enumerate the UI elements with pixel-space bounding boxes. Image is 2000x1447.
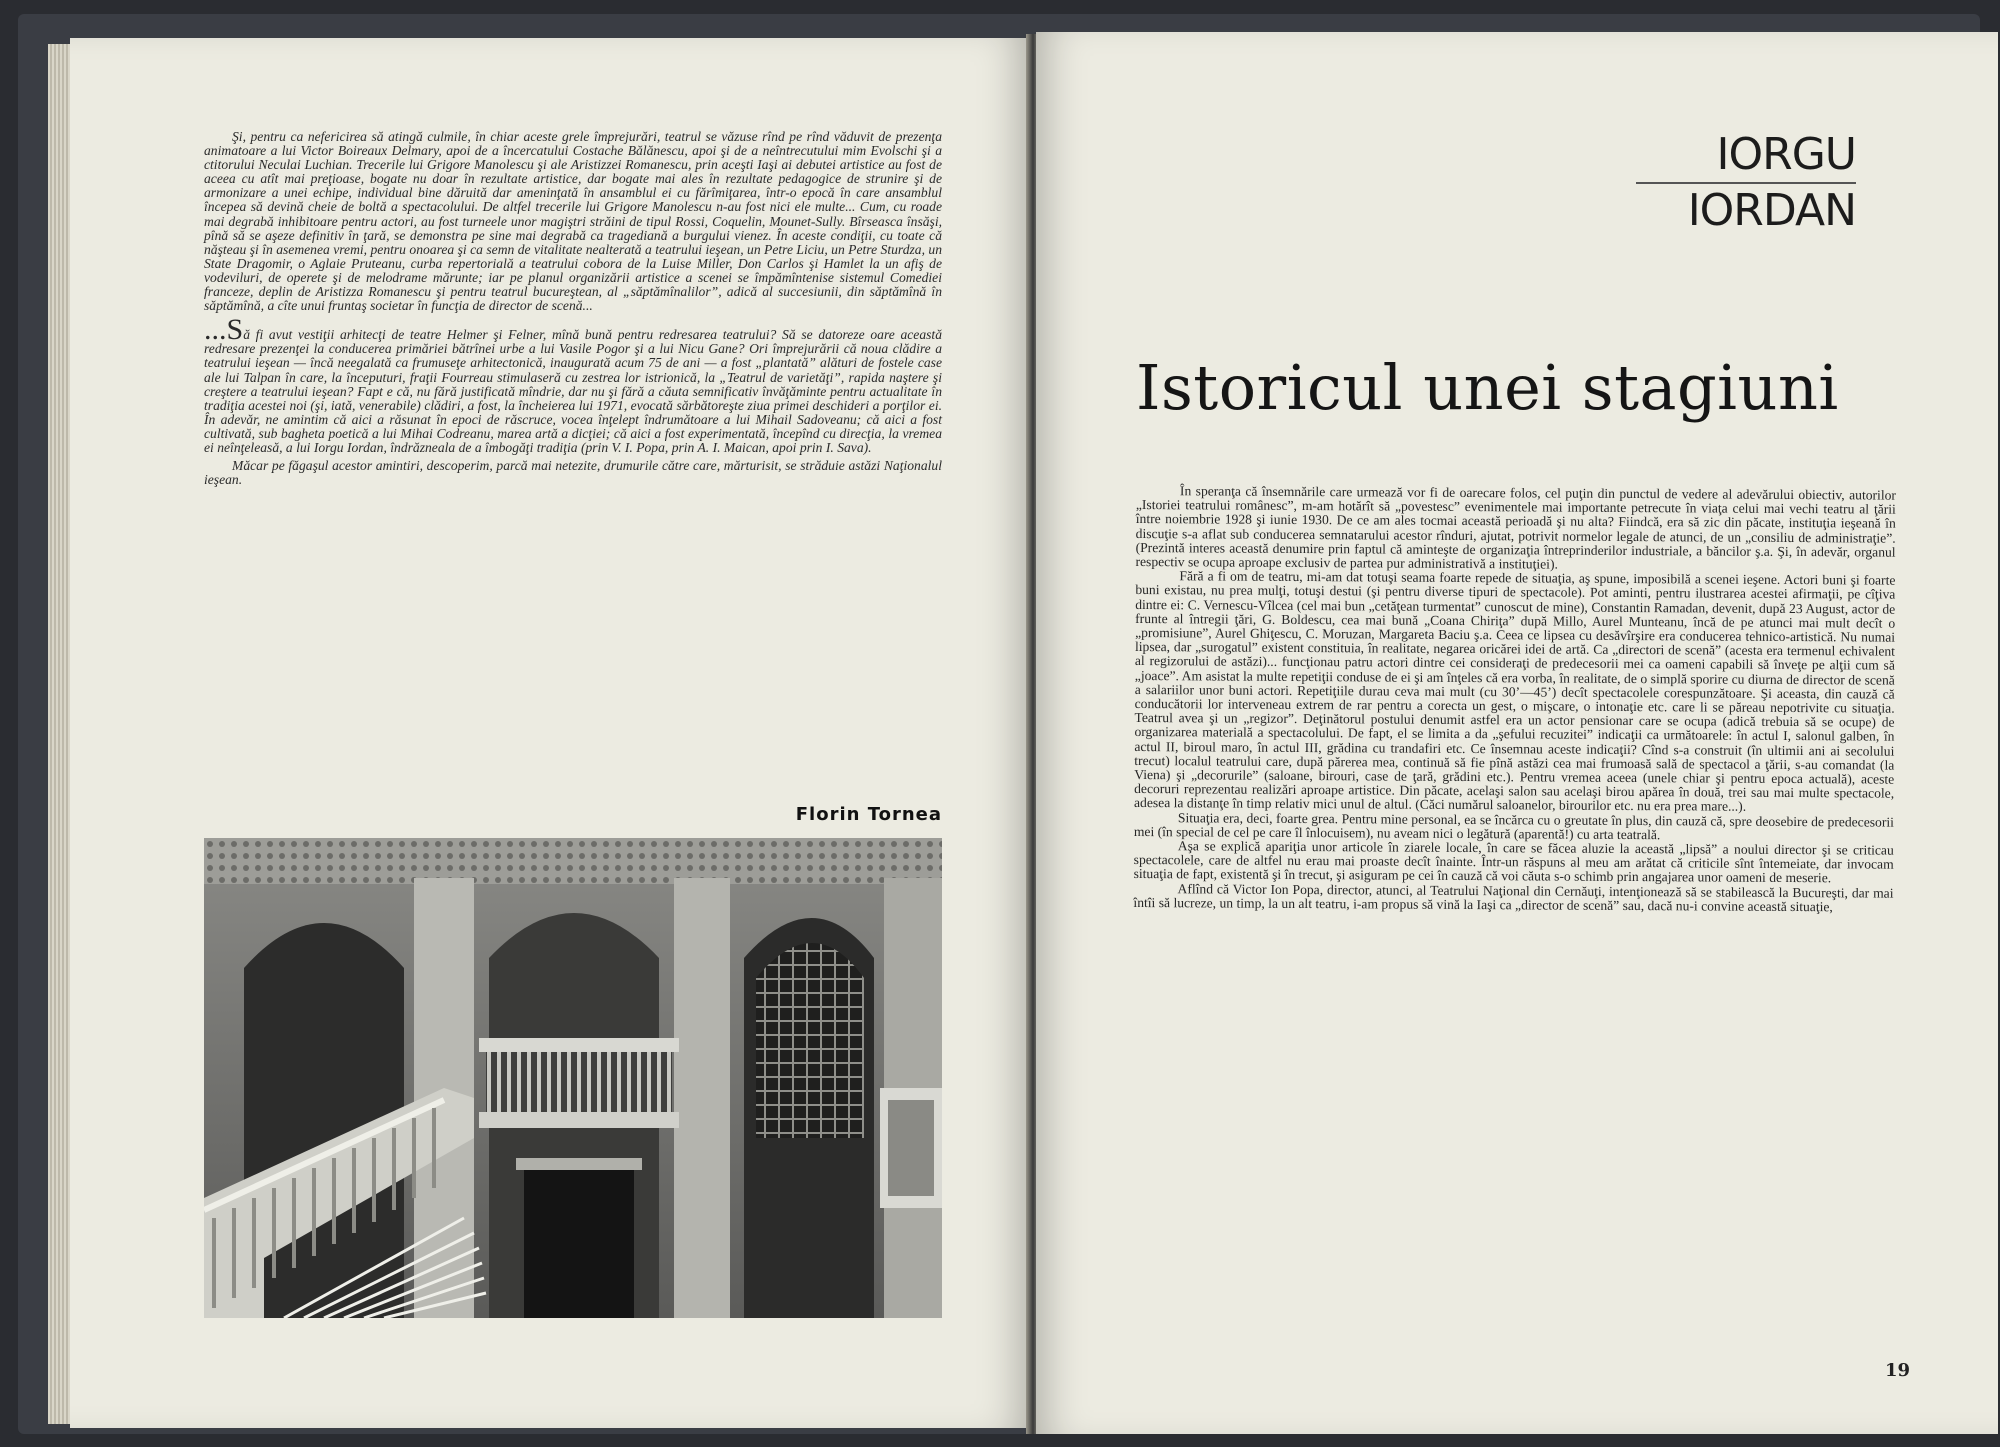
left-text-column xyxy=(204,130,942,491)
left-page xyxy=(70,38,1028,1428)
dropcap-letter: ...S xyxy=(204,313,244,347)
author-name xyxy=(1596,128,1856,238)
right-paragraph-4: Aşa se explică apariţia unor articole în ziarele locale, în care se făcea aluzie la această „lipsă” a noului director şi se criticau spectacolele, care de altfel nu erau mai proaste decît înainte. Într-un răspuns al meu am arătat că criticile sînt întemeiate, dar invocam situaţia de fapt, existentă şi în trecut, şi asiguram pe cei în cauză că voi căuta s-o schimb prin angajarea unor oameni de meserie. xyxy=(1133,838,1894,886)
author-first-name: IORGU xyxy=(1716,129,1856,180)
right-paragraph-5: Aflînd că Victor Ion Popa, director, atunci, al Teatrului Naţional din Cernăuţi, intenţionează să se stabilească la Bucureşti, dar mai întîi să lucreze, un timp, la un alt teatru, i-am propus să vină la Iaşi ca „director de scenă” sau, dacă nu-i convine această situaţie, xyxy=(1133,880,1894,915)
open-book xyxy=(18,14,1980,1434)
left-paragraph-2 xyxy=(204,313,942,455)
right-paragraph-2: Fără a fi om de teatru, mi-am dat totuşi seama foarte repede de situaţia, aş spune, imposibilă a scenei ieşene. Actori buni şi foarte buni existau, nu prea mulţi, totuşi destui (şi pentru diverse tipuri de spectacole). Pot aminti, pentru ilustrarea acestei afirmaţii, pe cîţiva dintre ei: C. Vernescu-Vîlcea (cel mai bun „cetăţean turmentat” cunoscut de mine), Constantin Ramadan, devenit, după 23 August, actor de frunte al întregii ţări, G. Boldescu, cea mai bună „Coana Chiriţa” după Millo, Aurel Munteanu, încă de pe atunci mai mult decît o „promisiune”, Aurel Ghiţescu, C. Moruzan, Margareta Baciu ş.a. Ceea ce lipsea cu desăvîrşire era conducerea tehnico-artistică. Nu numai lipsea, dar „surogatul” existent constituia, în realitate, negarea oricărei idei de artă. Ca „directori de scenă” (acesta era termenul echivalent al regizorului de astăzi)... funcţionau patru actori dintre cei consideraţi de predecesorii mei ca oameni capabili să înveţe pe alţii cum să „joace”. Am asistat la multe repetiţii conduse de ei şi am înţeles că era vorba, în realitate, de o simplă sporire cu diurna de director de scenă a salariilor unor buni actori. Repetiţiile durau ceva mai mult (cu 30’—45’) decît spectacolele corespunzătoare. Şi aceasta, din cauză că conducătorii lor interveneau extrem de rar pentru a corecta un gest, o mişcare, o intonaţie etc. care li se păreau nepotrivite cu situaţia. Teatrul avea şi un „regizor”. Deţinătorul postului denumit astfel era un actor pensionar care se ocupa (adică trebuia să se ocupe) de organizarea materială a spectacolului. De fapt, el se limita a da „şefului recuzitei” indicaţii ca următoarele: în actul I, salonul galben, în actul II, biroul maro, în actul III, grădina cu trandafiri etc. Ce însemnau aceste indicaţii? Cînd s-a construit (în ultimii ani ai secolului trecut) localul teatrului care, după părerea mea, continuă să fie pînă astăzi cea mai frumoasă sală de spectacol a ţării, s-au comandat (la Viena) şi „decorurile” (saloane, birouri, case de ţară, grădini etc.). Pentru vremea aceea (unele chiar şi pentru epoca actuală), aceste decoruri reprezentau realizări aproape artistice. Din păcate, acelaşi salon sau acelaşi birou apărea în două, trei sau mai multe spectacole, adesea la distanţe în timp relativ mici unul de altul. (Căci numărul saloanelor, birourilor etc. nu era prea mare...). xyxy=(1134,568,1896,815)
theatre-staircase-photo xyxy=(204,838,942,1318)
page-number: 19 xyxy=(1884,1360,1910,1381)
right-paragraph-1: În speranţa că însemnările care urmează vor fi de oarecare folos, cel puţin din punctul de vedere al adevărului obiectiv, autorilor „Istoriei teatrului românesc”, m-am hotărît să „povestesc” evenimentele mai importante petrecute în viaţa celui mai vechi teatru al ţării între noiembrie 1928 şi iunie 1930. De ce am ales tocmai această perioadă şi nu alta? Fiindcă, era să zic din păcate, instituţia ieşeană în discuţie s-a aflat sub conducerea semnatarului acestor rînduri, ajutat, potrivit normelor legale de atunci, de un „consiliu de administraţie”. (Prezintă interes această denumire prin faptul că aminteşte de organizaţia întreprinderilor industriale, a băncilor ş.a. Şi, în adevăr, organul respectiv se ocupa aproape exclusiv de partea pur administrativă a instituţiei). xyxy=(1135,483,1896,572)
article-signature: Florin Tornea xyxy=(795,804,942,825)
author-last-name: IORDAN xyxy=(1687,185,1856,236)
right-page xyxy=(1036,32,1998,1434)
left-paragraph-3: Măcar pe făgaşul acestor amintiri, descoperim, parcă mai netezite, drumurile către care, mărturisit, se străduie astăzi Naţionalul ieşean. xyxy=(204,458,942,488)
right-text-column xyxy=(1133,484,1896,915)
right-paragraph-3: Situaţia era, deci, foarte grea. Pentru mine personal, ea se încărca cu o greutate în plus, din cauză că, spre deosebire de predecesorii mei (în special de cel pe care îl înlocuisem), nu aveam nici o legătură (aparentă!) cu arta teatrală. xyxy=(1133,809,1894,843)
article-title: Istoricul unei stagiuni xyxy=(1136,351,1839,424)
left-paragraph-2-text: ă fi avut vestiţii arhitecţi de teatre Helmer şi Felner, mînă bună pentru redresarea teatrului? Să se datoreze oare această redresare prezenţei la conducerea primăriei bătrînei urbe a lui Vasile Pogor şi a lui Nicu Gane? Ori împrejurării că noua clădire a teatrului ieşean — încă neegalată ca frumuseţe arhitectonică, inaugurată acum 75 de ani — a fost „plantată” alături de fostele case ale lui Talpan în care, la începuturi, fraţii Fourreau stimulaseră cu zestrea lor istrionică, la „Teatrul de varietăţi”, rapida naştere şi creştere a teatrului ieşean? Fapt e că, nu fără justificată mîndrie, dar nu şi fără a căuta semnificativ învăţăminte pentru actualitate în tradiţia acestei noi (şi, iată, venerabile) clădiri, a fost, la încheierea lui 1971, evocată sărbătoreşte ziua primei deschideri a porţilor ei. În adevăr, ne amintim că aici a răsunat în epoci de răscruce, vocea înţelept îndrumătoare a lui Mihail Sadoveanu; că aici a fost cultivată, sub bagheta poetică a lui Mihai Codreanu, marea artă a dicţiei; că aici a fost experimentată, începînd cu direcţia, la vremea ei neînţeleasă, a lui Iorgu Iordan, îndrăzneala de a îmbogăţi tradiţia (prin V. I. Popa, prin A. I. Maican, apoi prin I. Sava). xyxy=(204,327,942,455)
left-paragraph-1: Şi, pentru ca nefericirea să atingă culmile, în chiar aceste grele împrejurări, teatrul se văzuse rînd pe rînd văduvit de prezenţa animatoare a lui Victor Boireaux Delmary, apoi de a încercatului Costache Bălănescu, apoi şi de a neîntrecutului mim Evolschi şi a ctitorului Neculai Luchian. Trecerile lui Grigore Manolescu şi ale Aristizzei Romanescu, prin aceşti Iaşi ai debutei artistice au fost de aceea cu atît mai preţioase, bogate nu doar în rezultate artistice, dar bogate mai ales în rezultate pedagogice de strunire şi de armonizare a unei echipe, individual bine dăruită dar ameninţată în ansamblul ei cu fărîmiţarea, într-o epocă în care ansamblul începea să devină cheie de boltă a spectacolului. De altfel trecerile lui Grigore Manolescu n-au fost nici ele multe... Cum, cu roade mai degrabă inhibitoare pentru actori, au fost turneele unor magiştri străini de tipul Rossi, Coquelin, Mounet-Sully. Bîrseasca însăşi, pînă să se aşeze definitiv în ţară, se demonstra pe sine mai degrabă ca tragediană a burgului vienez. În aceste condiţii, cu toate că năşteau şi în asemenea vremi, pentru onoarea şi ca semn de vitalitate nealterată a teatrului ieşean, un Petre Liciu, un Petre Sturdza, un State Dragomir, o Aglaie Pruteanu, curba repertorială a teatrului cobora de la Luise Miller, Don Carlos şi Hamlet la un afiş de vodeviluri, de operete şi de melodrame mărunte; iar pe planul organizării artistice a scenei se împămîntenise sistemul Comediei franceze, deplin de Aristizza Romanescu şi pentru teatrul bucureştean, al „săptămînalilor”, adică al succesiunii, din săptămînă în săptămînă, a cîte unui fruntaş societar în funcţia de director de scenă... xyxy=(204,129,942,314)
